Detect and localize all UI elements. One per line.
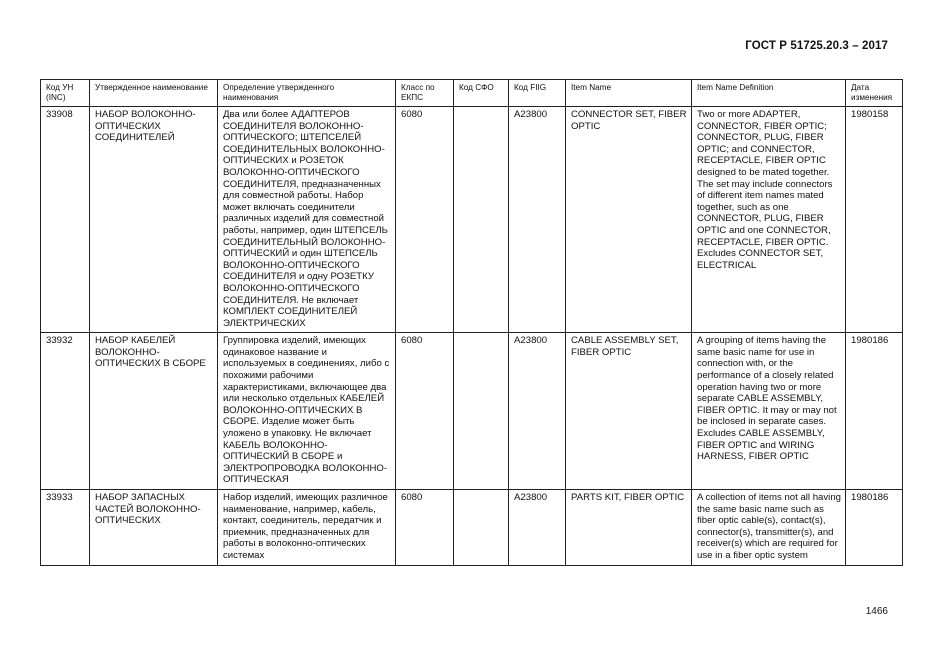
column-header-name-ru: Утвержденное наименование — [90, 80, 218, 107]
cell-sfo — [454, 490, 509, 566]
table-row — [41, 107, 903, 333]
cell-ekps: 6080 — [396, 107, 454, 333]
cell-ekps: 6080 — [396, 490, 454, 566]
cell-definition-ru: Набор изделий, имеющих различное наименование, например, кабель, контакт, соединитель, передатчик и приемник, предназначенных для работы в волоконно-оптических системах — [218, 490, 396, 566]
cell-inc: 33932 — [41, 333, 90, 490]
column-header-ekps: Класс по ЕКПС — [396, 80, 454, 107]
cell-inc: 33933 — [41, 490, 90, 566]
document-header: ГОСТ Р 51725.20.3 – 2017 — [745, 40, 888, 52]
table-header-row — [41, 80, 903, 107]
column-header-date: Дата изменения — [846, 80, 903, 107]
cell-name-ru: НАБОР КАБЕЛЕЙ ВОЛОКОННО-ОПТИЧЕСКИХ В СБОРЕ — [90, 333, 218, 490]
cell-date: 1980158 — [846, 107, 903, 333]
cell-fiig: A23800 — [509, 107, 566, 333]
cell-item-name: CONNECTOR SET, FIBER OPTIC — [566, 107, 692, 333]
column-header-inc: Код УН (INC) — [41, 80, 90, 107]
column-header-sfo: Код СФО — [454, 80, 509, 107]
cell-definition-ru: Два или более АДАПТЕРОВ СОЕДИНИТЕЛЯ ВОЛОКОННО-ОПТИЧЕСКОГО; ШТЕПСЕЛЕЙ СОЕДИНИТЕЛЬНЫХ ВОЛОКОННО-ОПТИЧЕСКИХ и РОЗЕТОК ВОЛОКОННО-ОПТИЧЕСКОГО СОЕДИНИТЕЛЯ, предназначенных для совместной работы. Набор может включать соединители различных изделий для совместной работы, например, один ШТЕПСЕЛЬ СОЕДИНИТЕЛЬНЫЙ ВОЛОКОННО-ОПТИЧЕСКИЙ и один ШТЕПСЕЛЬ ВОЛОКОННО-ОПТИЧЕСКОГО СОЕДИНИТЕЛЯ и одну РОЗЕТКУ ВОЛОКОННО-ОПТИЧЕСКОГО СОЕДИНИТЕЛЯ. Не включает КОМПЛЕКТ СОЕДИНИТЕЛЕЙ ЭЛЕКТРИЧЕСКИХ — [218, 107, 396, 333]
cell-date: 1980186 — [846, 333, 903, 490]
cell-sfo — [454, 107, 509, 333]
cell-definition-ru: Группировка изделий, имеющих одинаковое название и используемых в соединениях, либо с похожими рабочими характеристиками, включающее два или несколько отдельных КАБЕЛЕЙ ВОЛОКОННО-ОПТИЧЕСКИХ В СБОРЕ. Изделие может быть уложено в упаковку. Не включает КАБЕЛЬ ВОЛОКОННО-ОПТИЧЕСКИЙ В СБОРЕ и ЭЛЕКТРОПРОВОДКА ВОЛОКОННО-ОПТИЧЕСКАЯ — [218, 333, 396, 490]
catalog-table — [40, 79, 903, 566]
column-header-definition-ru: Определение утвержденного наименования — [218, 80, 396, 107]
cell-inc: 33908 — [41, 107, 90, 333]
cell-fiig: A23800 — [509, 490, 566, 566]
cell-item-name: PARTS KIT, FIBER OPTIC — [566, 490, 692, 566]
table-row — [41, 490, 903, 566]
cell-ekps: 6080 — [396, 333, 454, 490]
cell-item-definition: A grouping of items having the same basic name for use in connection with, or the performance of a closely related operation having two or more separate CABLE ASSEMBLY, FIBER OPTIC. It may or may not be inclosed in separate cases. Excludes CABLE ASSEMBLY, FIBER OPTIC and WIRING HARNESS, FIBER OPTIC — [692, 333, 846, 490]
cell-date: 1980186 — [846, 490, 903, 566]
column-header-fiig: Код FIIG — [509, 80, 566, 107]
cell-item-definition: A collection of items not all having the same basic name such as fiber optic cable(s), contact(s), connector(s), transmitter(s), and receiver(s) which are required for use in a fiber optic system — [692, 490, 846, 566]
cell-fiig: A23800 — [509, 333, 566, 490]
cell-sfo — [454, 333, 509, 490]
cell-name-ru: НАБОР ВОЛОКОННО-ОПТИЧЕСКИХ СОЕДИНИТЕЛЕЙ — [90, 107, 218, 333]
table-row — [41, 333, 903, 490]
cell-item-name: CABLE ASSEMBLY SET, FIBER OPTIC — [566, 333, 692, 490]
cell-name-ru: НАБОР ЗАПАСНЫХ ЧАСТЕЙ ВОЛОКОННО-ОПТИЧЕСКИХ — [90, 490, 218, 566]
column-header-item-name: Item Name — [566, 80, 692, 107]
cell-item-definition: Two or more ADAPTER, CONNECTOR, FIBER OPTIC; CONNECTOR, PLUG, FIBER OPTIC; and CONNECTOR, RECEPTACLE, FIBER OPTIC designed to be mated together. The set may include connectors of different item names mated together, such as one CONNECTOR, PLUG, FIBER OPTIC and one CONNECTOR, RECEPTACLE, FIBER OPTIC. Excludes CONNECTOR SET, ELECTRICAL — [692, 107, 846, 333]
page-number: 1466 — [865, 606, 888, 617]
column-header-item-definition: Item Name Definition — [692, 80, 846, 107]
